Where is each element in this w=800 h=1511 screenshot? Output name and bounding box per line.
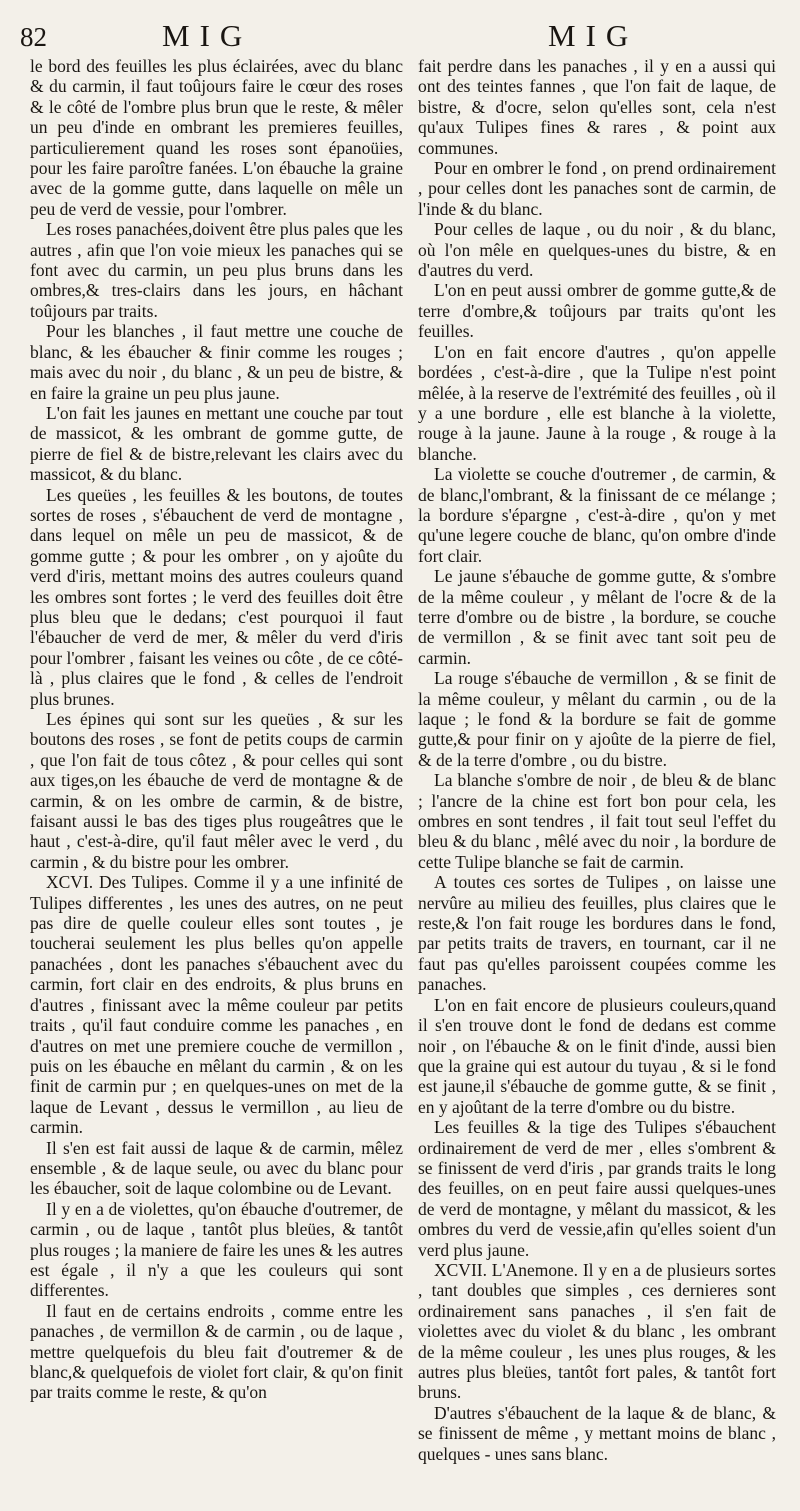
paragraph: Le jaune s'ébauche de gomme gutte, & s'ombre de la même couleur , y mêlant de l'ocre & de la terre d'ombre ou de bistre , la bordure, se couche de vermillon , & se finit avec tant soit peu de carmin. [418, 566, 776, 668]
paragraph: Les queües , les feuilles & les boutons, de toutes sortes de roses , s'ébauchent de verd de montagne , dans lequel on mêle un peu de massicot, & de gomme gutte ; & pour les ombrer , on y ajoûte du verd d'iris, mettant moins des autres couleurs quand les ombres sont fortes ; le verd des feuilles doit être plus bleu que le dedans; c'est pourquoi il faut l'ébaucher de verd de mer, & mêler du verd d'iris pour l'ombrer , faisant les veines ou côte , de ce côté-là , plus claires que le fond , & celles de l'endroit plus brunes. [30, 484, 403, 709]
paragraph: A toutes ces sortes de Tulipes , on laisse une nervûre au milieu des feuilles, plus claires que le reste,& l'on fait rouge les bordures dans le fond, par petits traits de travers, en tournant, car il ne faut pas qu'elles paroissent coupées comme les panaches. [418, 872, 776, 995]
page-number: 82 [20, 22, 47, 52]
paragraph: fait perdre dans les panaches , il y en a aussi qui ont des teintes fannes , que l'on fait de laque, de bistre, & d'ocre, selon qu'elles sont, cela n'est qu'aux Tulipes fines & rares , & point aux communes. [418, 56, 776, 158]
paragraph: Pour celles de laque , ou du noir , & du blanc, où l'on mêle en quelques-unes du bistre, & en d'autres du verd. [418, 219, 776, 281]
paragraph: La rouge s'ébauche de vermillon , & se finit de la même couleur, y mêlant du carmin , ou de la laque ; le fond & la bordure se fait de gomme gutte,& pour finir on y ajoûte de la pierre de fiel, & de la terre d'ombre , ou du bistre. [418, 668, 776, 770]
paragraph: Il faut en de certains endroits , comme entre les panaches , de vermillon & de carmin , ou de laque , mettre quelquefois du bleu fait d'outremer & de blanc,& quelquefois de violet fort clair, & qu'on finit par traits comme le reste, & qu'on [30, 1300, 403, 1403]
paragraph: L'on en peut aussi ombrer de gomme gutte,& de terre d'ombre,& toûjours par traits qu'ont les feuilles. [418, 280, 776, 342]
page-header [0, 16, 800, 56]
paragraph: La violette se couche d'outremer , de carmin, & de blanc,l'ombrant, & la finissant de ce mélange ; la bordure s'épargne , c'est-à-dire , qu'on y met qu'une legere couche de blanc, qu'on ombre d'inde fort clair. [418, 464, 776, 566]
paragraph: L'on en fait encore d'autres , qu'on appelle bordées , c'est-à-dire , que la Tulipe n'est point mêlée, à la reserve de l'extrémité des feuilles , où il y a une bordure , elle est blanche à la violette, rouge à la jaune. Jaune à la rouge , & rouge à la blanche. [418, 341, 776, 464]
left-column [30, 56, 403, 1403]
section-paragraph-tulipes: XCVI. Des Tulipes. Comme il y a une infinité de Tulipes differentes , les unes des autres, on ne peut pas dire de quelle couleur elles sont toutes , je toucherai seulement les plus belles qu'on appelle panachées , dont les panaches s'ébauchent avec du carmin, fort clair en des endroits, & plus bruns en d'autres , finissant avec la même couleur par petits traits , qu'il faut conduire comme les panaches , en d'autres on met une premiere couche de vermillon , puis on les ébauche en mêlant du carmin , & on les finit de carmin pur ; en quelques-unes on met de la laque de Levant , dessus le vermillon , au lieu de carmin. [30, 872, 403, 1138]
paragraph: La blanche s'ombre de noir , de bleu & de blanc ; l'ancre de la chine est fort bon pour cela, les ombres en sont tendres , il fait tout seul l'effet du bleu & du blanc , mêlé avec du noir , la bordure de cette Tulipe blanche se fait de carmin. [418, 770, 776, 872]
paragraph: Les roses panachées,doivent être plus pales que les autres , afin que l'on voie mieux les panaches qui se font avec du carmin, un peu plus bruns dans les ombres,& tres-clairs dans les jours, en hâchant toûjours par traits. [30, 219, 403, 321]
paragraph: Pour en ombrer le fond , on prend ordinairement , pour celles dont les panaches sont de carmin, de l'inde & du blanc. [418, 158, 776, 219]
running-head-right: MIG [548, 18, 639, 53]
section-paragraph-anemone: XCVII. L'Anemone. Il y en a de plusieurs sortes , tant doubles que simples , ces dernieres sont ordinairement sans panaches , il s'en fait de violettes avec du violet & du blanc , les ombrant de la même couleur , les unes plus rouges, & les autres plus bleües, tantôt fort pales, & tantôt fort bruns. [418, 1259, 776, 1403]
paragraph: Il s'en est fait aussi de laque & de carmin, mêlez ensemble , & de laque seule, ou avec du blanc pour les ébaucher, soit de laque colombine ou de Levant. [30, 1137, 403, 1199]
paragraph: Les épines qui sont sur les queües , & sur les boutons des roses , se font de petits coups de carmin , que l'on fait de tous côtez , & pour celles qui sont aux tiges,on les ébauche de verd de montagne & de carmin, & on les ombre de carmin, & de bistre, faisant aussi le bas des tiges plus rougeâtres que le haut , c'est-à-dire, qu'il faut mêler avec le verd , du carmin , & du bistre pour les ombrer. [30, 709, 403, 872]
paragraph: D'autres s'ébauchent de la laque & de blanc, & se finissent de même , y mettant moins de blanc , quelques - unes sans blanc. [418, 1402, 776, 1464]
paragraph: Les feuilles & la tige des Tulipes s'ébauchent ordinairement de verd de mer , elles s'ombrent & se finissent de verd d'iris , par grands traits le long des feuilles, on en peut faire aussi quelques-unes de verd de montagne, y mêlant du massicot, & les ombres du verd de vessie,afin qu'elles soient d'un verd plus jaune. [418, 1117, 776, 1260]
paragraph: Il y en a de violettes, qu'on ébauche d'outremer, de carmin , ou de laque , tantôt plus bleües, & tantôt plus rouges ; la maniere de faire les unes & les autres est égale , il n'y a que les couleurs qui sont differentes. [30, 1198, 403, 1301]
paragraph: L'on fait les jaunes en mettant une couche par tout de massicot, & les ombrant de gomme gutte, de pierre de fiel & de bistre,relevant les clairs avec du massicot, & du blanc. [30, 402, 403, 485]
paragraph: L'on en fait encore de plusieurs couleurs,quand il s'en trouve dont le fond de dedans est comme noir , on l'ébauche & on le finit d'inde, aussi bien que la graine qui est autour du tuyau , & si le fond est jaune,il s'ébauche de gomme gutte, & se finit , en y ajoûtant de la terre d'ombre ou du bistre. [418, 994, 776, 1117]
paragraph: Pour les blanches , il faut mettre une couche de blanc, & les ébaucher & finir comme les rouges ; mais avec du noir , du blanc , & un peu de bistre, & en faire la graine un peu plus jaune. [30, 321, 403, 403]
running-head-left: MIG [162, 18, 253, 53]
paragraph: le bord des feuilles les plus éclairées, avec du blanc & du carmin, il faut toûjours faire le cœur des roses & le côté de l'ombre plus brun que le reste, & mêler un peu d'inde en ombrant les premieres feuilles, particulierement quand les roses sont épanoüies, pour les faire paroître fanées. L'on ébauche la graine avec de la gomme gutte, dans laquelle on mêle un peu de verd de vessie, pour l'ombrer. [30, 56, 403, 219]
right-column [418, 56, 776, 1464]
